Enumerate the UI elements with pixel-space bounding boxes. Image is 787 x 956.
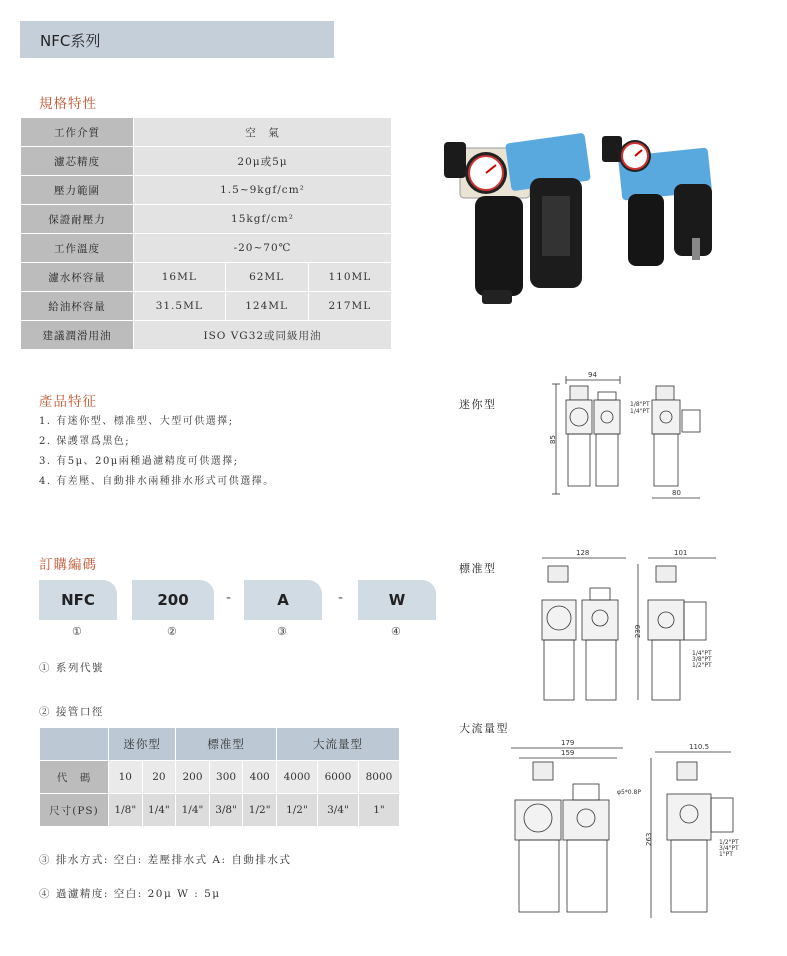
feature-item: 1. 有迷你型、標准型、大型可供選擇; [39,416,234,427]
spec-value: 110ML [308,263,391,292]
dim-height: 239 [634,624,642,638]
table-row [40,761,400,794]
note-filter: ④ 過濾精度: 空白: 20μ W : 5μ [39,888,221,900]
spec-row [21,205,392,234]
spec-value: 217ML [308,292,391,321]
table-row [40,794,400,827]
spec-value: 124ML [225,292,308,321]
row-header: 尺寸(PS) [40,794,109,827]
group-header: 標准型 [176,728,277,761]
note-drain: ③ 排水方式: 空白: 差壓排水式 A: 自動排水式 [39,854,292,866]
port-label: 1/8"PT [630,401,650,408]
table-cell: 1/4" [176,794,210,827]
code-box-drain: A [244,580,322,620]
table-cell: 1" [358,794,399,827]
spec-label: 建議潤滑用油 [21,321,134,350]
table-header-row [40,728,400,761]
feature-item: 4. 有差壓、自動排水兩種排水形式可供選擇。 [39,476,275,487]
code-marker: ③ [277,625,287,638]
table-cell: 20 [142,761,176,794]
table-cell: 3/4" [317,794,358,827]
spec-row [21,118,392,147]
diagram-label-mini: 迷你型 [459,398,497,411]
port-label: 1/2"PT [719,839,739,846]
spec-row [21,147,392,176]
spec-row [21,321,392,350]
note-port: ② 接管口徑 [39,706,104,718]
port-label: 3/4"PT [719,845,739,852]
code-box-filter: W [358,580,436,620]
spec-label: 濾芯精度 [21,147,134,176]
diagram-standard [528,550,728,710]
dim-height: 85 [549,435,557,444]
diagram-label-standard: 標准型 [459,562,497,575]
spec-label: 保證耐壓力 [21,205,134,234]
spec-table [20,117,392,350]
code-separator: - [226,590,232,606]
dim-width: 94 [588,371,597,379]
table-cell: 10 [109,761,143,794]
table-cell: 6000 [317,761,358,794]
note-series: ① 系列代號 [39,662,104,674]
dim-width: 179 [561,739,575,747]
port-label: 1"PT [719,851,733,858]
features-heading: 產品特征 [39,394,97,410]
table-cell: 200 [176,761,210,794]
table-cell: 1/4" [142,794,176,827]
table-corner [40,728,109,761]
diagram-large [505,738,755,928]
table-cell: 4000 [276,761,317,794]
port-size-table [39,727,400,827]
port-label: 1/4"PT [630,408,650,415]
spec-value: 1.5~9kgf/cm² [134,176,392,205]
spec-value: -20~70℃ [134,234,392,263]
dim-depth: 110.5 [689,743,710,751]
specs-heading: 規格特性 [39,96,97,112]
table-cell: 1/8" [109,794,143,827]
spec-label: 工作溫度 [21,234,134,263]
spec-label: 工作介質 [21,118,134,147]
spec-label: 濾水杯容量 [21,263,134,292]
group-header: 大流量型 [276,728,399,761]
thread-label: φ5*0.8P [617,789,641,796]
port-label: 3/8"PT [692,656,712,663]
table-cell: 1/2" [243,794,277,827]
spec-label: 給油杯容量 [21,292,134,321]
table-cell: 300 [209,761,243,794]
spec-value: ISO VG32或同級用油 [134,321,392,350]
port-label: 1/4"PT [692,650,712,657]
dim-width-inner: 159 [561,749,575,757]
spec-value: 31.5ML [134,292,226,321]
product-mini-unit [602,136,712,266]
code-marker: ① [72,625,82,638]
table-cell: 400 [243,761,277,794]
dim-depth: 101 [674,550,688,557]
page-title-bar [20,21,334,58]
spec-row [21,292,392,321]
spec-value: 15kgf/cm² [134,205,392,234]
spec-row [21,234,392,263]
spec-value: 空 氣 [134,118,392,147]
code-separator: - [338,590,344,606]
dim-width: 128 [576,550,590,557]
code-box-port: 200 [132,580,214,620]
code-marker: ④ [391,625,401,638]
port-label: 1/2"PT [692,662,712,669]
spec-value: 16ML [134,263,226,292]
code-marker: ② [167,625,177,638]
dim-depth: 80 [672,489,681,497]
spec-row [21,263,392,292]
diagram-mini [548,368,728,506]
product-large-unit [444,133,591,304]
table-cell: 8000 [358,761,399,794]
order-heading: 訂購編碼 [39,557,97,573]
feature-item: 3. 有5μ、20μ兩種過濾精度可供選擇; [39,456,239,467]
row-header: 代 碼 [40,761,109,794]
spec-label: 壓力範圍 [21,176,134,205]
group-header: 迷你型 [109,728,176,761]
diagram-label-large: 大流量型 [459,722,509,735]
feature-item: 2. 保護罩爲黑色; [39,436,131,447]
table-cell: 3/8" [209,794,243,827]
table-cell: 1/2" [276,794,317,827]
dim-height: 263 [645,832,653,846]
code-box-series: NFC [39,580,117,620]
product-photo [430,118,760,318]
page-title: NFC系列 [40,32,101,50]
spec-value: 62ML [225,263,308,292]
spec-value: 20μ或5μ [134,147,392,176]
spec-row [21,176,392,205]
